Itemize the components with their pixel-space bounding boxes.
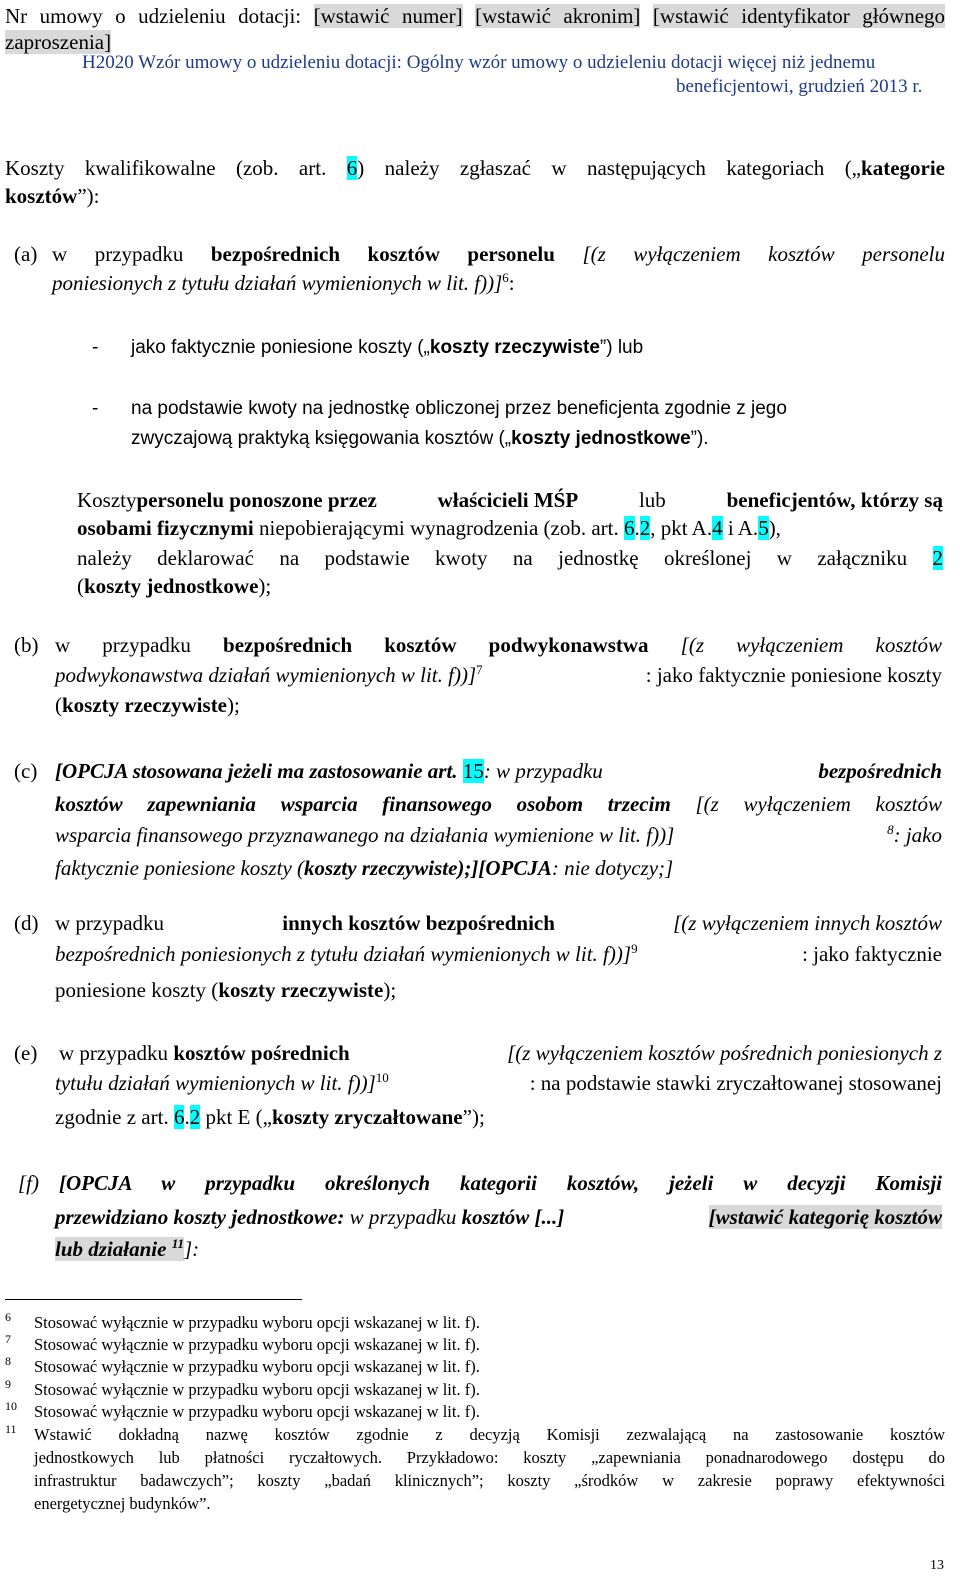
footnote-11-line-2: jednostkowych lub płatności ryczałtowych. Przykładowo: koszty „zapewniania ponadnarodowego dostępu do	[34, 1448, 945, 1467]
item-a-para-3: należy deklarować na podstawie kwoty na jednostkę określonej w załączniku 2	[77, 546, 943, 570]
footnote-separator	[5, 1299, 302, 1300]
item-c-line-4: faktycznie poniesione koszty (koszty rzeczywiste);][OPCJA: nie dotyczy;]	[55, 856, 674, 880]
doc-subtitle-1: H2020 Wzór umowy o udzieleniu dotacji: Ogólny wzór umowy o udzieleniu dotacji więcej niż jednemu	[82, 52, 876, 73]
item-c-line-3: wsparcia finansowego przyznawanego na działania wymienione w lit. f))] $^8$: jako	[55, 822, 942, 847]
page-number: 13	[930, 1558, 944, 1573]
item-d-line-2: bezpośrednich poniesionych z tytułu działań wymienionych w lit. f))]$^9$ : jako faktycznie	[55, 941, 942, 966]
dash-marker-1: -	[92, 337, 99, 358]
ref-a4[interactable]: 4	[712, 516, 723, 540]
intro-line-1: Koszty kwalifikowalne (zob. art. 6) należy zgłaszać w następujących kategoriach („kategorie	[5, 156, 945, 180]
item-f-line-3: lub działanie $^{11}$]:	[55, 1236, 200, 1261]
item-a-dash-1: jako faktycznie poniesione koszty („koszty rzeczywiste”) lub	[131, 337, 644, 358]
item-c-label: (c)	[14, 759, 38, 783]
ref-e-2[interactable]: 2	[189, 1105, 201, 1129]
footnote-11-line-4: energetycznej budynków”.	[34, 1494, 211, 1513]
item-b-line-3: (koszty rzeczywiste);	[55, 693, 240, 717]
footnote-11-line-3: infrastruktur badawczych”; koszty „badań klinicznych”; koszty „środków w zakresie poprawy efektywności	[34, 1471, 945, 1490]
item-b-line-2: podwykonawstwa działań wymienionych w lit. f))]$^7$ : jako faktycznie poniesione koszty	[55, 662, 942, 687]
item-c-line-2: kosztów zapewniania wsparcia finansowego osobom trzecim [(z wyłączeniem kosztów	[55, 792, 943, 816]
item-d-line-1: w przypadku innych kosztów bezpośrednich [(z wyłączeniem innych kosztów	[55, 911, 942, 935]
item-b-line-1: w przypadku bezpośrednich kosztów podwykonawstwa [(z wyłączeniem kosztów	[55, 633, 943, 657]
item-a-line-1: w przypadku bezpośrednich kosztów personelu [(z wyłączeniem kosztów personelu	[52, 242, 945, 266]
footnote-11-line-1: Wstawić dokładną nazwę kosztów zgodnie z decyzją Komisji zezwalającą na zastosowanie kosztów	[34, 1425, 945, 1444]
annex-ref[interactable]: 2	[932, 546, 943, 570]
item-d-line-3: poniesione koszty (koszty rzeczywiste);	[55, 978, 397, 1002]
ref-a5[interactable]: 5	[758, 516, 769, 540]
ref-e-6[interactable]: 6	[173, 1105, 185, 1129]
ref-2[interactable]: 2	[639, 516, 651, 540]
item-e-line-2: tytułu działań wymienionych w lit. f))]$^{10}$ : na podstawie stawki zryczałtowanej stosowanej	[55, 1070, 942, 1095]
article-ref[interactable]: 6	[346, 156, 358, 180]
item-a-para-1: Kosztypersonelu ponoszone przez właścicieli MŚP lub beneficjentów, którzy są	[77, 488, 943, 512]
item-a-para-4: (koszty jednostkowe);	[77, 574, 272, 598]
header-line-2: zaproszenia]	[5, 30, 112, 54]
doc-subtitle-2: beneficjentowi, grudzień 2013 r.	[676, 76, 923, 97]
item-e-label: (e)	[14, 1041, 38, 1065]
item-a-label: (a)	[14, 242, 38, 266]
item-e-line-3: zgodnie z art. 6.2 pkt E („koszty zryczałtowane”);	[55, 1105, 485, 1129]
item-a-dash-2b: zwyczajową praktyką księgowania kosztów („koszty jednostkowe”).	[131, 428, 709, 449]
dash-marker-2: -	[92, 398, 99, 419]
item-f-line-2: przewidziano koszty jednostkowe: w przypadku kosztów [...] [wstawić kategorię kosztów	[55, 1205, 942, 1229]
item-a-dash-2a: na podstawie kwoty na jednostkę obliczonej przez beneficjenta zgodnie z jego	[131, 398, 787, 419]
item-d-label: (d)	[14, 911, 39, 935]
item-c-line-1: [OPCJA stosowana jeżeli ma zastosowanie art. 15: w przypadku bezpośrednich	[55, 759, 942, 783]
article-15-ref[interactable]: 15	[462, 759, 484, 783]
header-line-1: Nr umowy o udzieleniu dotacji: [wstawić numer] [wstawić akronim] [wstawić identyfikator głównego	[5, 4, 946, 28]
item-f-line-1: [OPCJA w przypadku określonych kategorii kosztów, jeżeli w decyzji Komisji	[59, 1171, 942, 1195]
intro-line-2: kosztów”):	[5, 184, 100, 208]
item-a-line-2: poniesionych z tytułu działań wymienionych w lit. f))]$^6$:	[52, 270, 515, 295]
item-b-label: (b)	[14, 633, 39, 657]
footnote-11: 11 Wstawić dokładną nazwę kosztów zgodnie z decyzją Komisji zezwalającą na zastosowanie kosztów jednostkowych lub płatności ryczałtowych. Przykładowo: koszty „zapewniania ponadnarodowego dostępu do infrastruktur badawczych”; koszty „badań klinicznych”; koszty „środków w zakresie poprawy efektywności energetycznej budynków”.	[5, 1422, 945, 1513]
item-f-label: [f)	[18, 1171, 39, 1195]
item-e-line-1: w przypadku kosztów pośrednich [(z wyłączeniem kosztów pośrednich poniesionych z	[59, 1041, 942, 1065]
ref-6[interactable]: 6	[624, 516, 635, 540]
item-a-para-2: osobami fizycznymi niepobierającymi wynagrodzenia (zob. art. 6.2, pkt A.4 i A.5),	[77, 516, 781, 540]
